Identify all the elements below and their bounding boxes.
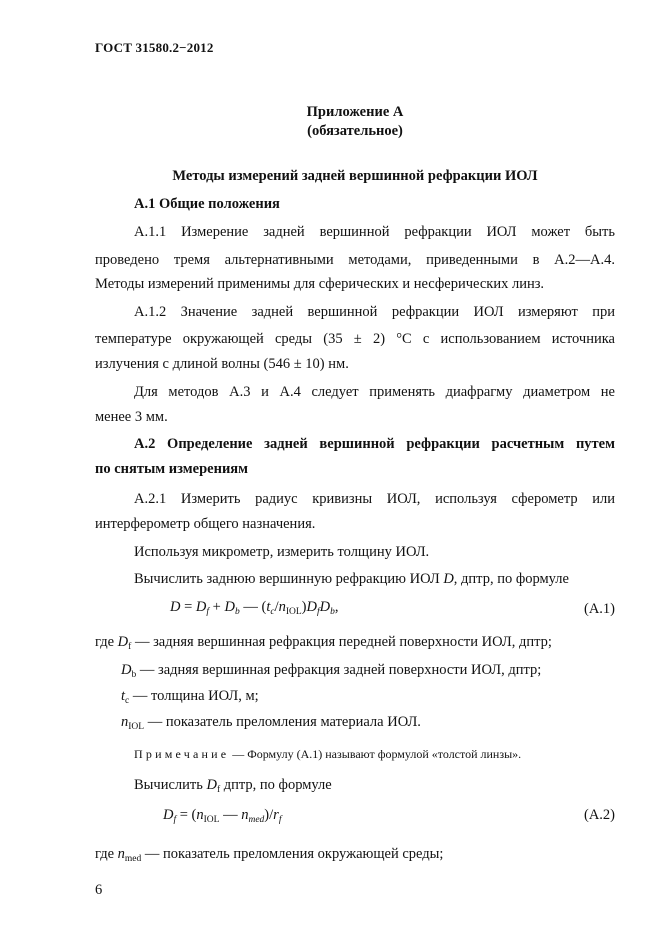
a2-heading-line1: А.2 Определение задней вершинной рефракции расчетным путем: [134, 436, 615, 452]
note-label: Примечание: [134, 747, 230, 761]
page-number: 6: [95, 882, 103, 898]
where-db: $D_b$ — задняя вершинная рефракция задней поверхности ИОЛ, дптр;: [121, 662, 542, 680]
a1-p3-line2: менее 3 мм.: [95, 409, 168, 425]
a1-p1-line1: А.1.1 Измерение задней вершинной рефракции ИОЛ может быть: [134, 224, 615, 240]
document-header: ГОСТ 31580.2−2012: [95, 40, 214, 55]
a1-p1-line2: проведено тремя альтернативными методами, приведенными в А.2—А.4.: [95, 252, 615, 268]
a2-p1-line1: А.2.1 Измерить радиус кривизны ИОЛ, используя сферометр или: [134, 491, 615, 507]
note-text: — Формулу (А.1) называют формулой «толстой линзы».: [229, 747, 522, 761]
a1-p2-line3: излучения с длиной волны (546 ± 10) нм.: [95, 356, 349, 372]
a2-p3: [134, 571, 569, 588]
formula-a2: $D_f = (n_{IOL}$ — $n_{med})/r_f$: [163, 807, 282, 825]
a2-p1-line2: интерферометр общего назначения.: [95, 516, 316, 532]
formula-a1: $D = D_f + D_b$ — $(t_c/n_{IOL})D_fD_b$,: [170, 599, 339, 617]
a1-p3-line1: Для методов А.3 и А.4 следует применять диафрагму диаметром не: [134, 384, 615, 400]
a1-p2-line2: температуре окружающей среды (35 ± 2) °С с использованием источника: [95, 331, 615, 347]
where-nmed: где $n_{med}$ — показатель преломления окружающей среды;: [95, 846, 444, 864]
a2-p3-suffix: , дптр, по формуле: [453, 571, 569, 587]
a1-p2-line1: А.1.2 Значение задней вершинной рефракции ИОЛ измеряют при: [134, 304, 615, 320]
formula-a2-number: (А.2): [583, 807, 615, 823]
appendix-status: (обязательное): [307, 123, 403, 139]
section-title: Методы измерений задней вершинной рефракции ИОЛ: [172, 168, 538, 184]
a1-heading: А.1 Общие положения: [134, 196, 280, 212]
a2-p2: Используя микрометр, измерить толщину ИОЛ.: [134, 544, 430, 560]
where-df: где $D_f$ — задняя вершинная рефракция передней поверхности ИОЛ, дптр;: [95, 634, 552, 652]
note: [134, 747, 521, 762]
a2-p4: Вычислить $D_f$ дптр, по формуле: [134, 777, 332, 795]
appendix-title: Приложение А: [306, 104, 404, 120]
where-tc: $t_c$ — толщина ИОЛ, м;: [121, 688, 259, 706]
where-niol: $n_{IOL}$ — показатель преломления материала ИОЛ.: [121, 714, 421, 732]
a2-heading-line2: по снятым измерениям: [95, 461, 249, 477]
a1-p1-line3: Методы измерений применимы для сферических и несферических линз.: [95, 276, 545, 292]
a2-p3-prefix: Вычислить заднюю вершинную рефракцию ИОЛ: [134, 571, 444, 587]
a2-p3-var: D: [443, 571, 454, 587]
formula-a1-number: (А.1): [583, 601, 615, 617]
